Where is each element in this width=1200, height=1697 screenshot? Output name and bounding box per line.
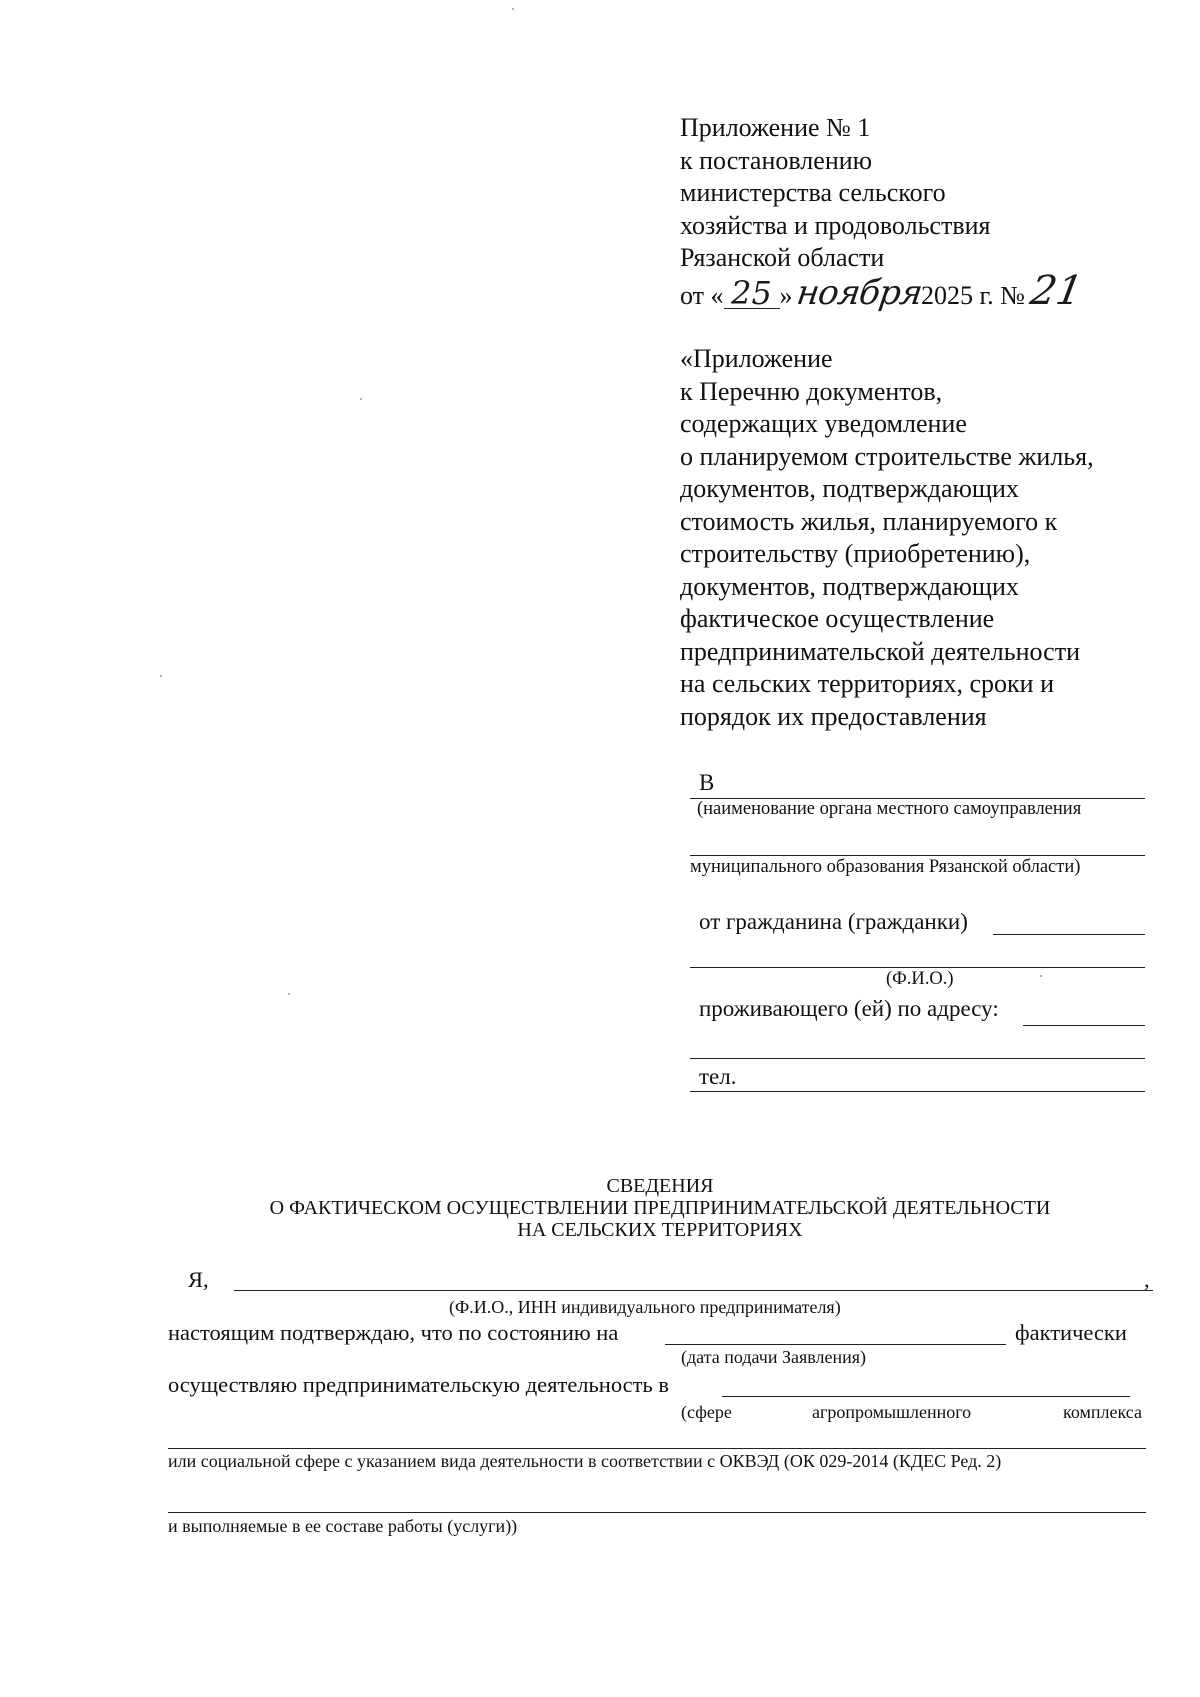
actually-text: фактически	[1015, 1320, 1127, 1345]
submission-date-field-line[interactable]	[665, 1344, 1006, 1345]
scan-speck	[512, 8, 514, 10]
sphere-word-3: комплекса	[1063, 1402, 1142, 1422]
scan-speck	[160, 675, 162, 677]
date-prefix: от «	[680, 280, 724, 310]
org-hint-2: муниципального образования Рязанской области)	[690, 857, 1081, 877]
org-hint-1: (наименование органа местного самоуправления	[697, 799, 1082, 819]
citizen-fio-field-line[interactable]	[690, 967, 1145, 968]
appendix-block	[680, 343, 1094, 733]
appendix-line: о планируемом строительстве жилья,	[680, 441, 1094, 471]
org-name-field-line-2[interactable]	[690, 855, 1145, 856]
address-label: проживающего (ей) по адресу:	[699, 996, 999, 1021]
appendix-line: документов, подтверждающих	[680, 571, 1019, 601]
decree-date-line	[680, 267, 1086, 314]
header-line: к постановлению	[680, 145, 873, 175]
date-close-quote: »	[779, 280, 793, 310]
header-block	[680, 112, 1086, 314]
confirm-text: настоящим подтверждаю, что по состоянию на	[168, 1320, 619, 1345]
fio-inn-hint: (Ф.И.О., ИНН индивидуального предпринимателя)	[449, 1297, 841, 1317]
activity-field-line-2[interactable]	[168, 1448, 1146, 1449]
appendix-line: содержащих уведомление	[680, 409, 967, 438]
scan-speck	[360, 398, 362, 400]
appendix-line: фактическое осуществление	[680, 604, 995, 633]
appendix-line: на сельских территориях, сроки и	[680, 669, 1054, 698]
appendix-line: к Перечню документов,	[680, 376, 943, 406]
scan-speck	[288, 993, 290, 995]
header-line: Приложение № 1	[680, 113, 871, 142]
phone-field-line[interactable]	[690, 1091, 1145, 1092]
address-field-line-2[interactable]	[690, 1058, 1145, 1059]
sphere-word-2: агропромышленного	[812, 1402, 972, 1422]
title-line-1: СВЕДЕНИЯ	[606, 1175, 714, 1197]
sphere-hint-3: и выполняемые в ее составе работы (услуги))	[168, 1516, 518, 1536]
i-label: Я,	[188, 1267, 209, 1292]
to-prefix: В	[699, 770, 715, 795]
appendix-line: строительству (приобретению),	[680, 539, 1031, 568]
title-line-3: НА СЕЛЬСКИХ ТЕРРИТОРИЯХ	[517, 1219, 803, 1241]
phone-label: тел.	[699, 1064, 737, 1089]
fio-inn-field-line[interactable]	[234, 1290, 1153, 1291]
handwritten-doc-number: 21	[1026, 267, 1086, 314]
header-line: хозяйства и продовольствия	[680, 210, 991, 240]
appendix-line: «Приложение	[680, 344, 833, 373]
sphere-hint-2: или социальной сфере с указанием вида деятельности в соответствии с ОКВЭД (ОК 029-2014 (КДЕС Ред. 2)	[168, 1451, 1002, 1471]
appendix-line: стоимость жилья, планируемого к	[680, 506, 1058, 536]
handwritten-day: 25	[724, 278, 780, 309]
activity-field-line-3[interactable]	[168, 1512, 1146, 1513]
fio-hint: (Ф.И.О.)	[886, 969, 954, 989]
date-year: 2025 г. №	[920, 280, 1025, 310]
citizen-name-field-line[interactable]	[993, 934, 1145, 935]
appendix-line: предпринимательской деятельности	[680, 636, 1080, 666]
header-line: министерства сельского	[680, 178, 946, 207]
activity-field-line[interactable]	[722, 1396, 1130, 1397]
address-field-line[interactable]	[1023, 1025, 1145, 1026]
from-citizen-label: от гражданина (гражданки)	[699, 909, 968, 934]
title-line-2: О ФАКТИЧЕСКОМ ОСУЩЕСТВЛЕНИИ ПРЕДПРИНИМАТЕЛЬСКОЙ ДЕЯТЕЛЬНОСТИ	[269, 1197, 1051, 1219]
date-hint: (дата подачи Заявления)	[681, 1347, 867, 1367]
scan-speck	[1040, 975, 1042, 977]
header-line: Рязанской области	[680, 243, 885, 272]
document-title	[0, 1175, 1200, 1241]
appendix-line: порядок их предоставления	[680, 701, 987, 731]
appendix-line: документов, подтверждающих	[680, 474, 1019, 503]
activity-text: осуществляю предпринимательскую деятельность в	[168, 1372, 669, 1397]
handwritten-month: ноября	[793, 272, 924, 313]
sphere-word-1: (сфере	[681, 1402, 732, 1422]
comma: ,	[1144, 1267, 1150, 1292]
